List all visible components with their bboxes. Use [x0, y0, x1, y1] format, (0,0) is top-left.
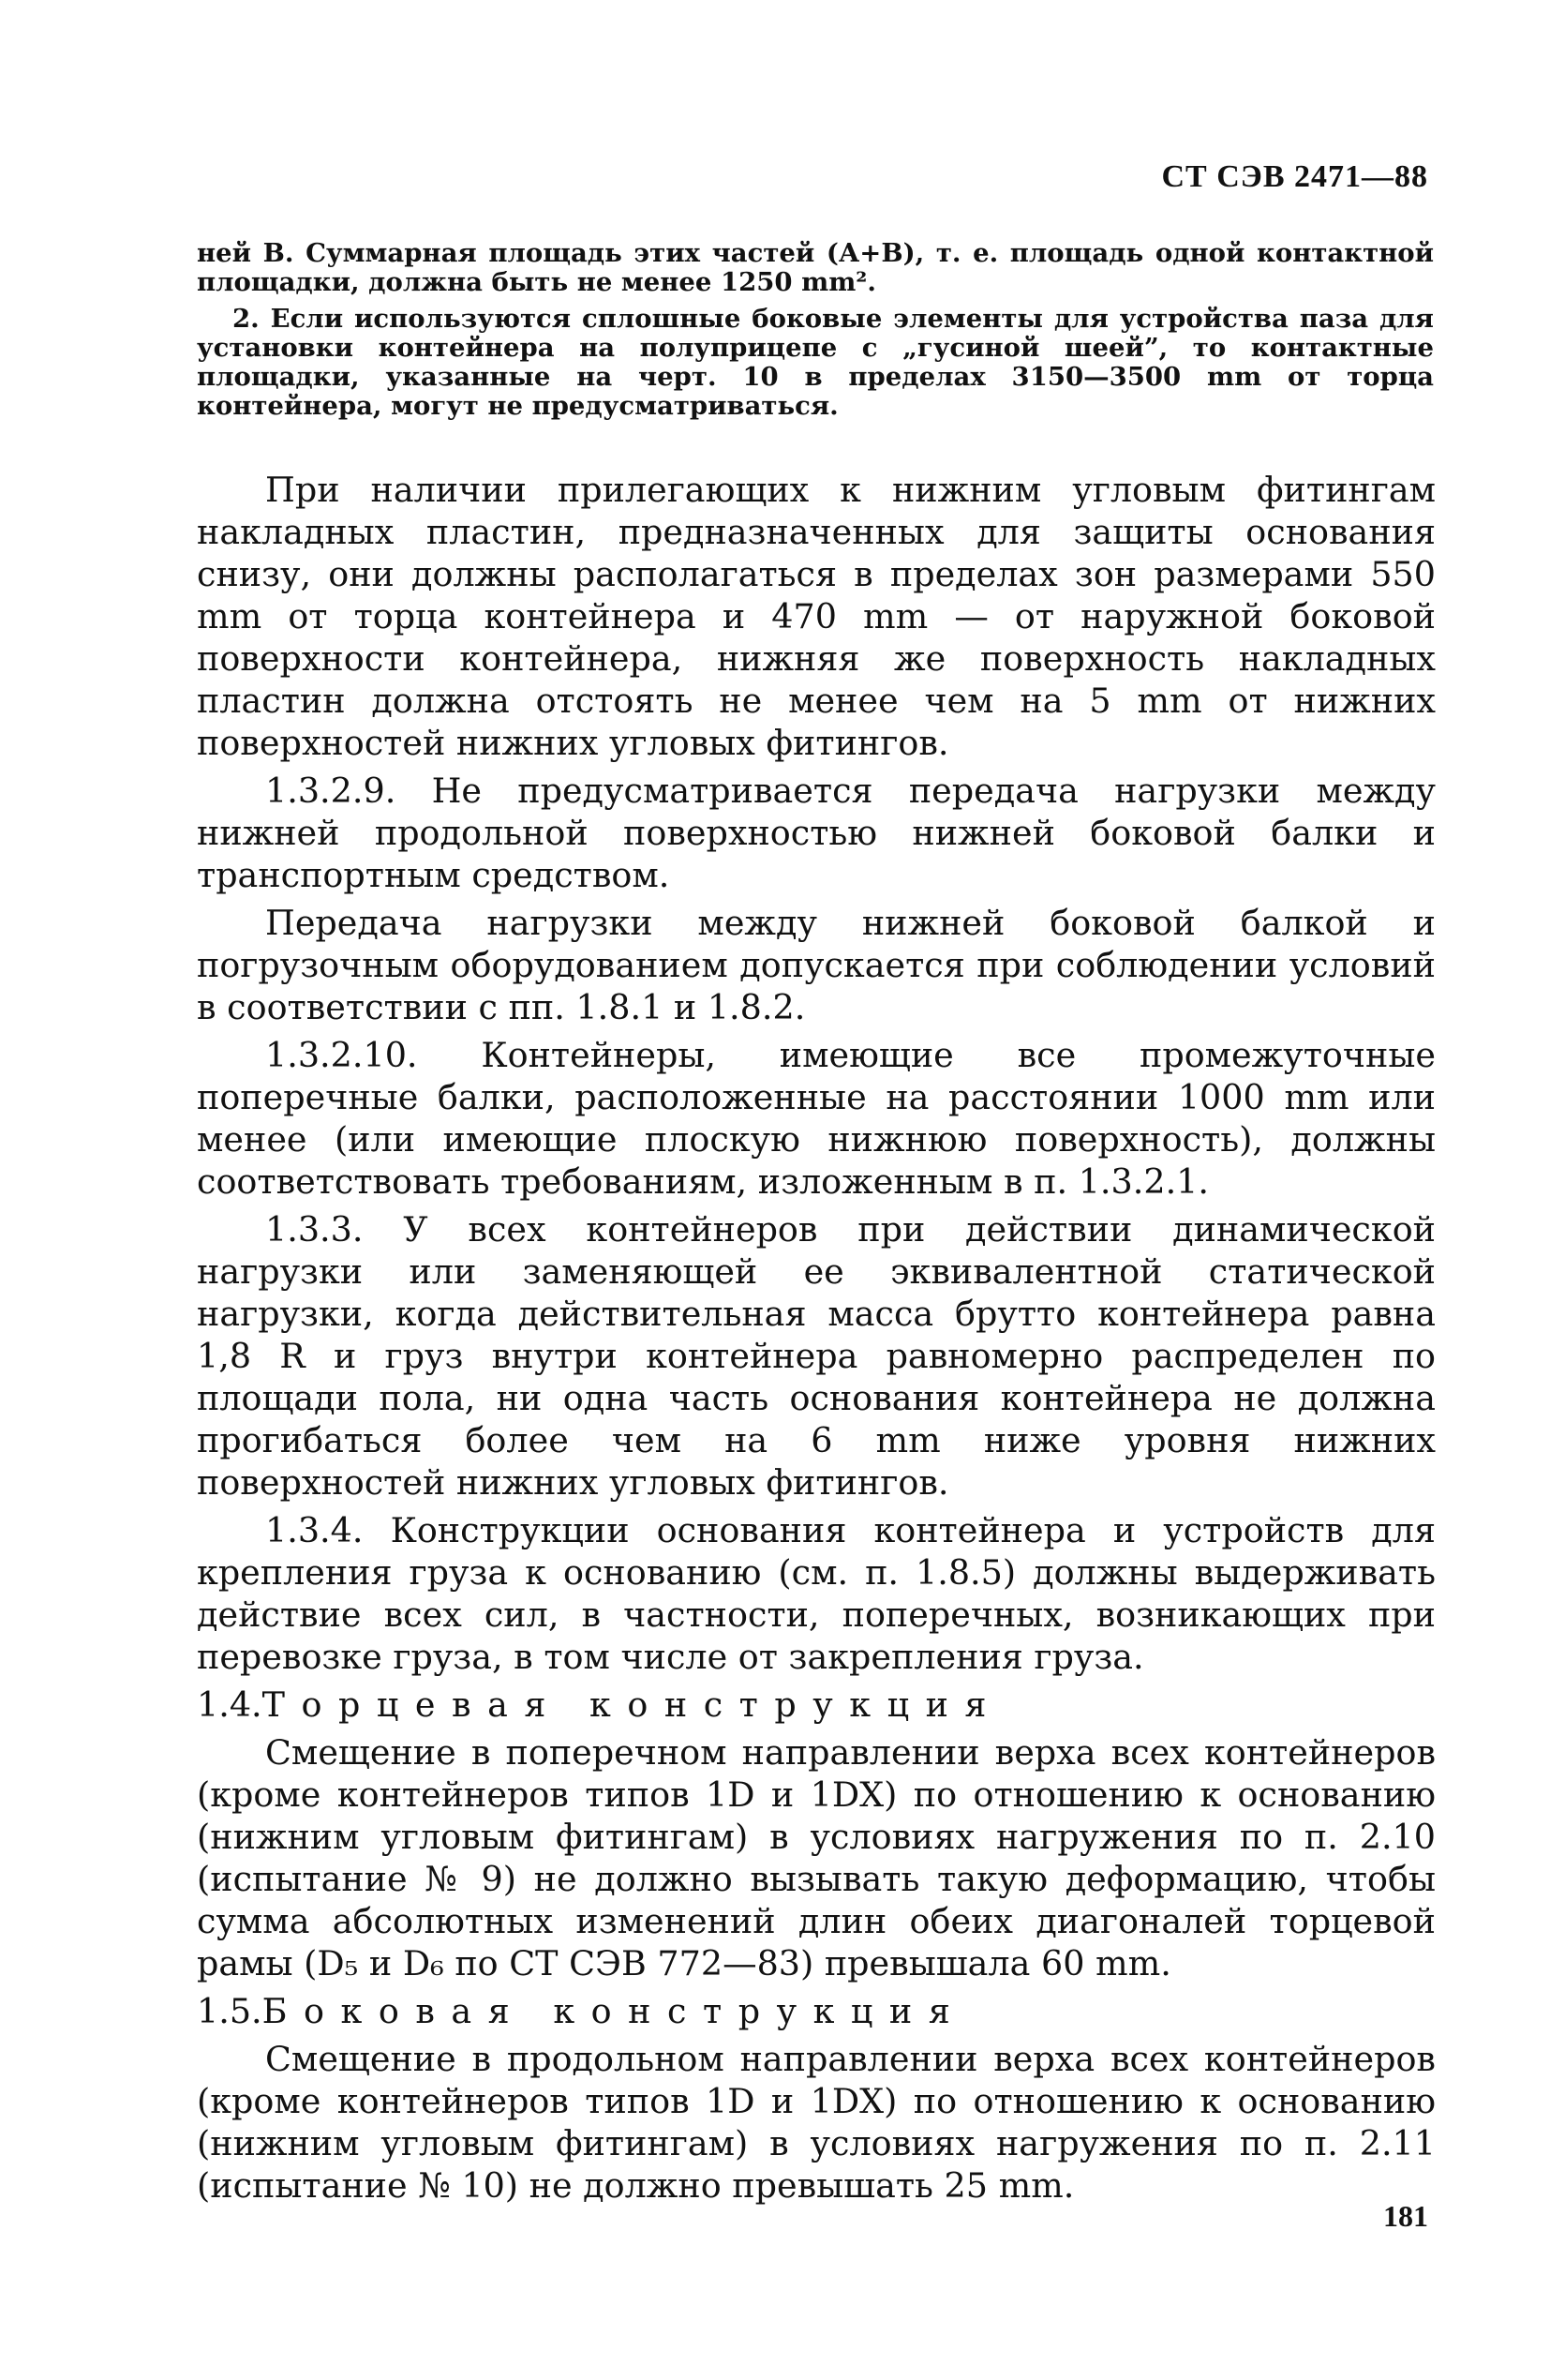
paragraph-protective-plates: При наличии прилегающих к нижним угловым фитингам накладных пластин, предназначенных для защиты основания снизу, они должны располагаться в пределах зон размерами 550 mm от торца контейнера и 470 mm — от наружной боковой поверхности контейнера, нижняя же поверхность накладных пластин должна отстоять не менее чем на 5 mm от нижних поверхностей нижних угловых фитингов. — [197, 470, 1436, 763]
paragraph-1-3-3: 1.3.3. У всех контейнеров при действии динамической нагрузки или заменяющей ее эквивалентной статической нагрузки, когда действительная масса брутто контейнера равна 1,8 R и груз внутри контейнера равномерно распределен по площади пола, ни одна часть основания контейнера не должна прогибаться более чем на 6 mm ниже уровня нижних поверхностей нижних угловых фитингов. — [197, 1209, 1436, 1503]
paragraph-side-structure: Смещение в продольном направлении верха всех контейнеров (кроме контейнеров типов 1D и 1DX) по отношению к основанию (нижним угловым фитингам) в условиях нагружения по п. 2.11 (испытание № 10) не должно превышать 25 mm. — [197, 2039, 1436, 2206]
section-title-1-4: Торцевая конструкция — [261, 1684, 1003, 1725]
section-title-1-5: Боковая конструкция — [261, 1991, 967, 2031]
paragraph-load-transfer: Передача нагрузки между нижней боковой балкой и погрузочным оборудованием допускается при соблюдении условий в соответствии с пп. 1.8.1 и 1.8.2. — [197, 903, 1436, 1027]
section-heading-1-4 — [197, 1684, 1436, 1726]
section-number-1-5: 1.5. — [197, 1991, 262, 2031]
footnote-paragraph-1: ней В. Суммарная площадь этих частей (А+В), т. е. площадь одной контактной площадки, должна быть не менее 1250 mm². — [197, 238, 1434, 297]
paragraph-end-structure: Смещение в поперечном направлении верха всех контейнеров (кроме контейнеров типов 1D и 1DX) по отношению к основанию (нижним угловым фитингам) в условиях нагружения по п. 2.10 (испытание № 9) не должно вызывать такую деформацию, чтобы сумма абсолютных изменений длин обеих диагоналей торцевой рамы (D₅ и D₆ по СТ СЭВ 772—83) превышала 60 mm. — [197, 1732, 1436, 1983]
section-heading-1-5 — [197, 1990, 1436, 2032]
paragraph-1-3-2-9: 1.3.2.9. Не предусматривается передача нагрузки между нижней продольной поверхностью нижней боковой балки и транспортным средством. — [197, 771, 1436, 895]
paragraph-1-3-4: 1.3.4. Конструкции основания контейнера и устройств для крепления груза к основанию (см. п. 1.8.5) должны выдерживать действие всех сил, в частности, поперечных, возникающих при перевозке груза, в том числе от закрепления груза. — [197, 1510, 1436, 1677]
footnote-block — [197, 239, 1434, 428]
standard-code-header: СТ СЭВ 2471—88 — [1161, 159, 1428, 194]
paragraph-1-3-2-10: 1.3.2.10. Контейнеры, имеющие все промежуточные поперечные балки, расположенные на расстоянии 1000 mm или менее (или имеющие плоскую нижнюю поверхность), должны соответствовать требованиям, изложенным в п. 1.3.2.1. — [197, 1035, 1436, 1202]
footnote-paragraph-2: 2. Если используются сплошные боковые элементы для устройства паза для установки контейнера на полуприцепе с „гусиной шеей”, то контактные площадки, указанные на черт. 10 в пределах 3150—3500 mm от торца контейнера, могут не предусматриваться. — [197, 304, 1434, 421]
section-number-1-4: 1.4. — [197, 1684, 262, 1725]
page-number: 181 — [1383, 2199, 1428, 2233]
main-text — [197, 469, 1436, 2212]
